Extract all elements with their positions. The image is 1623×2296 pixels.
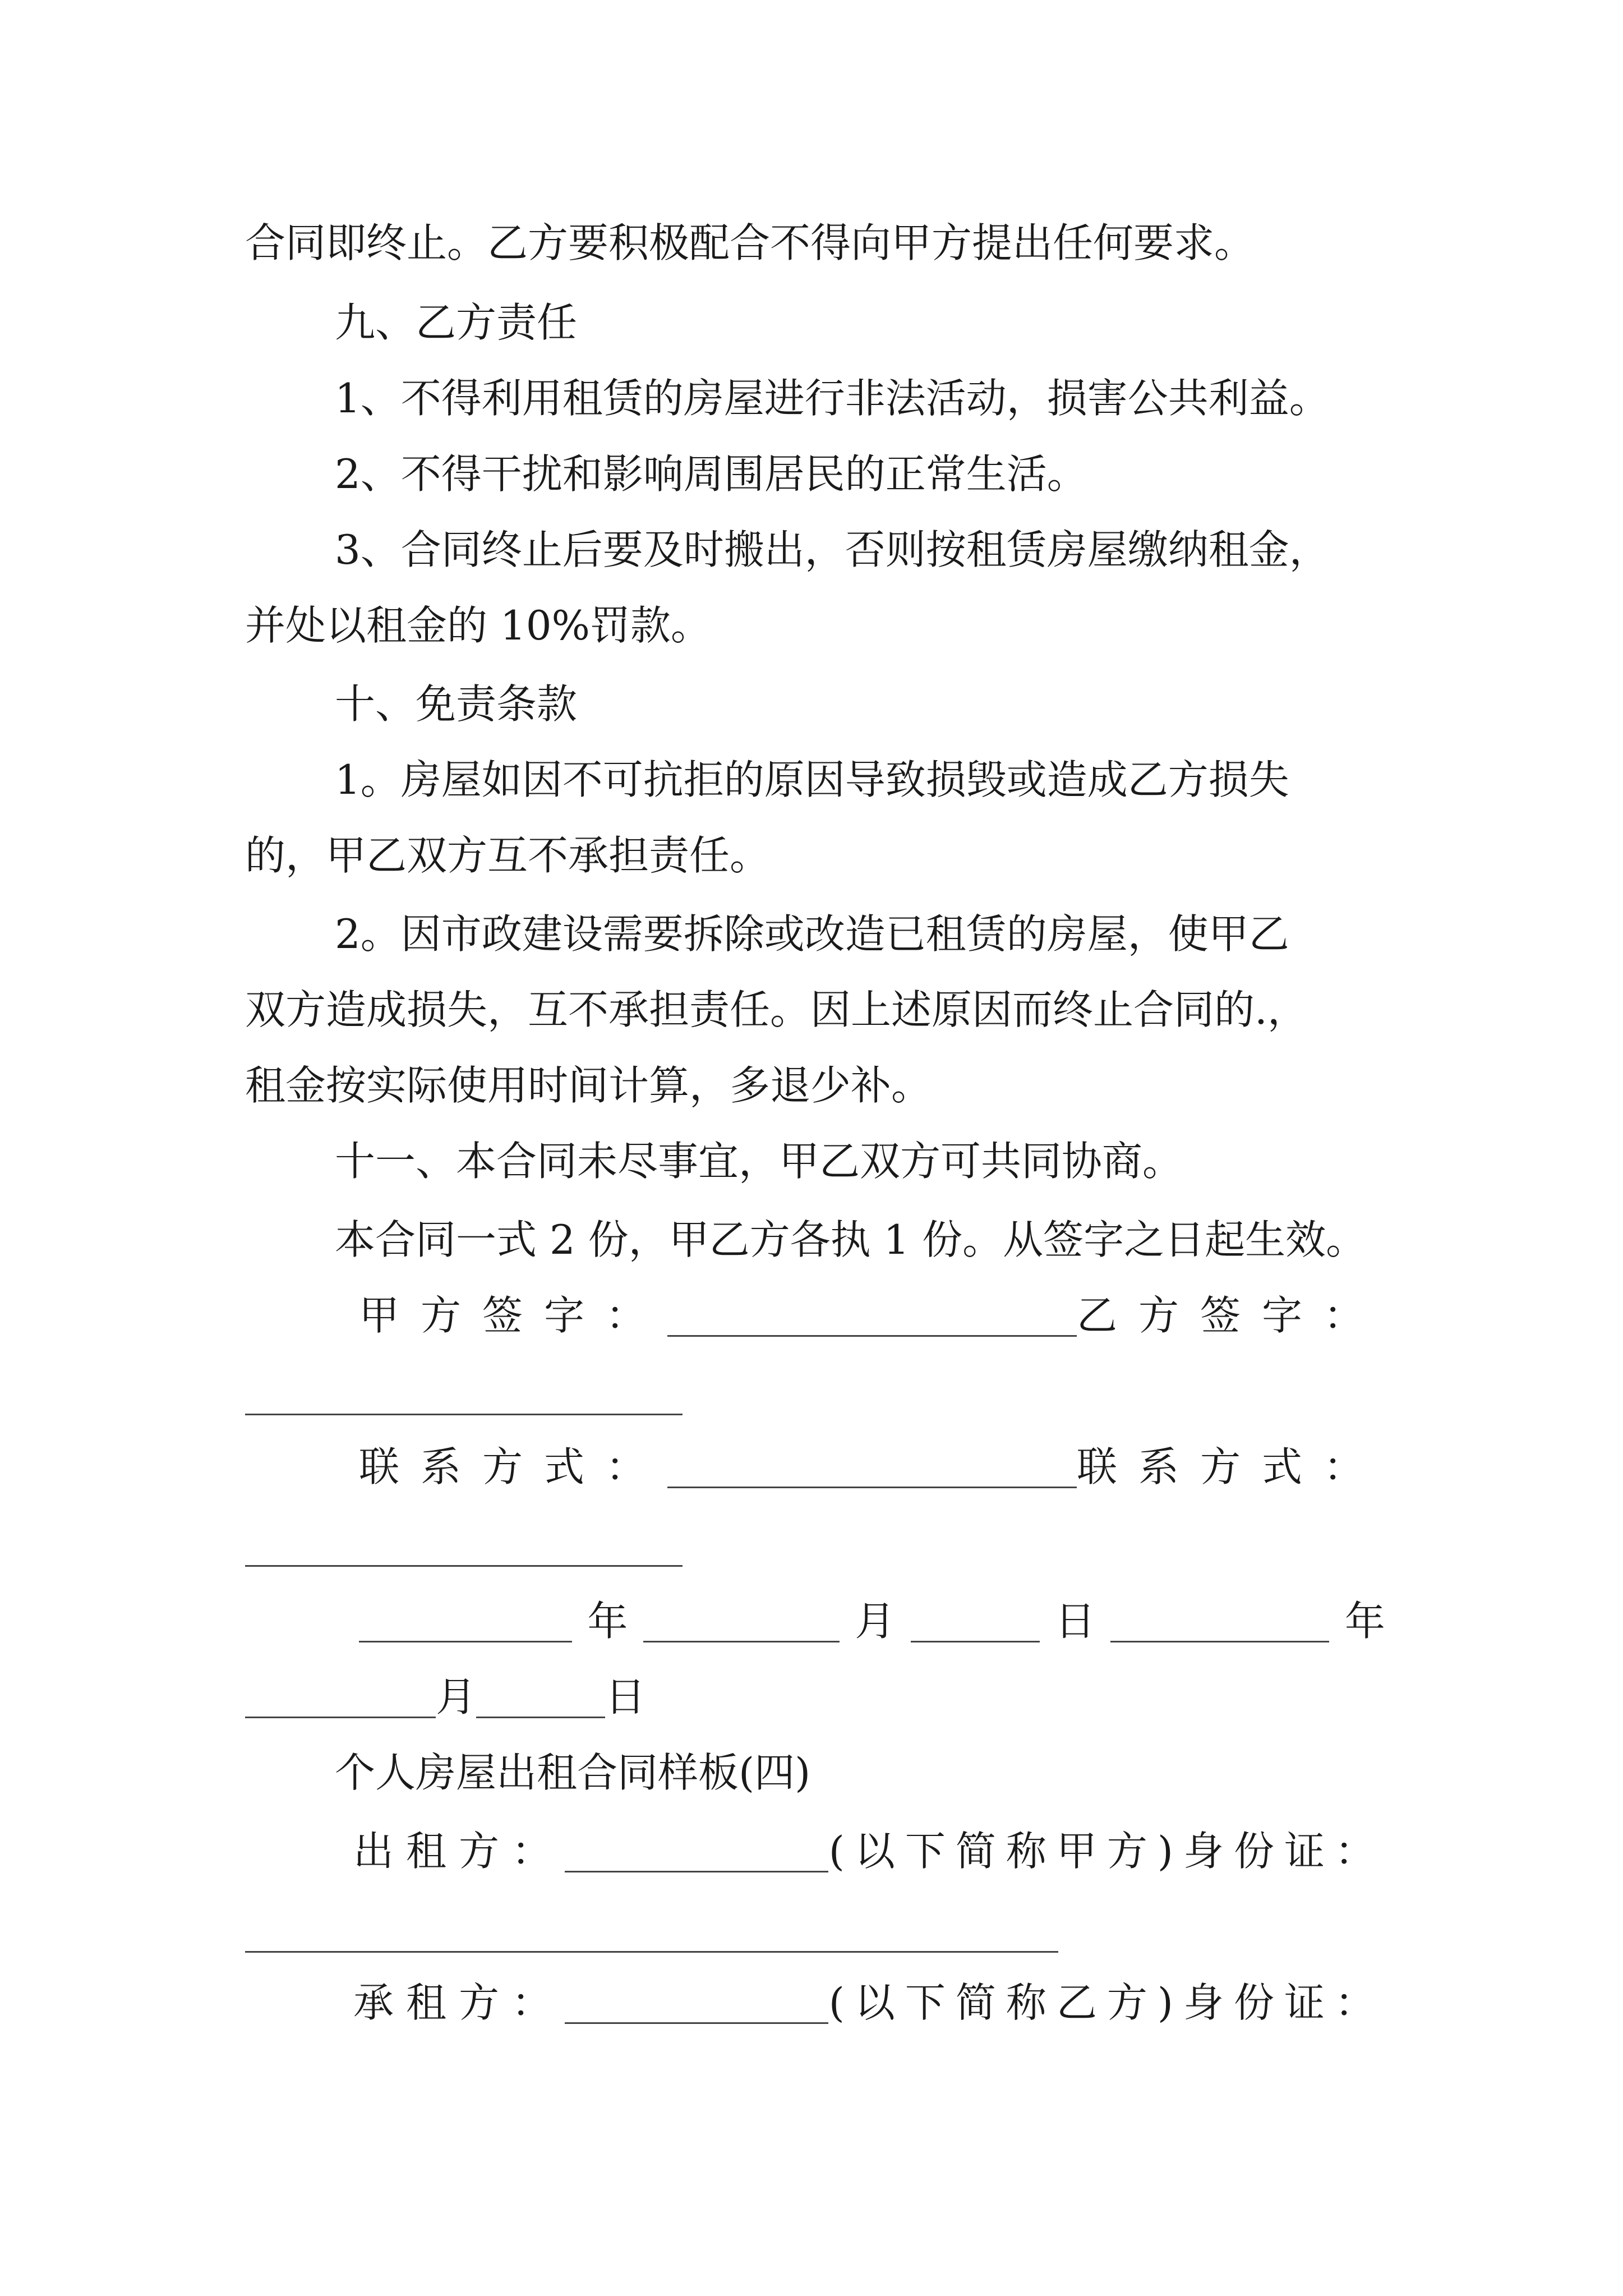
party-a-day-blank[interactable] bbox=[911, 1600, 1040, 1642]
date-row-continued bbox=[245, 1666, 645, 1728]
signature-row bbox=[359, 1285, 1385, 1346]
month-label-a: 月 bbox=[855, 1598, 896, 1645]
month-label-b: 月 bbox=[436, 1673, 477, 1720]
lessee-id-label: (以下简称乙方)身份证： bbox=[828, 1979, 1385, 2026]
party-b-day-blank[interactable] bbox=[476, 1676, 605, 1718]
heading-section-9: 九、乙方责任 bbox=[335, 299, 578, 346]
contact-row bbox=[359, 1436, 1385, 1498]
lessor-row bbox=[353, 1820, 1385, 1882]
year-label-b: 年 bbox=[1344, 1598, 1385, 1645]
clause-10-2-line2: 双方造成损失，互不承担责任。因上述原因而终止合同的.， bbox=[245, 986, 1308, 1033]
party-b-month-blank[interactable] bbox=[245, 1676, 436, 1718]
clause-10-2-line3: 租金按实际使用时间计算，多退少补。 bbox=[245, 1062, 932, 1109]
party-b-year-blank[interactable] bbox=[1110, 1600, 1329, 1642]
party-b-signature-label: 乙方签字： bbox=[1076, 1292, 1385, 1339]
lessee-label: 承租方： bbox=[353, 1979, 565, 2026]
heading-section-10: 十、免责条款 bbox=[335, 680, 578, 728]
clause-9-3-line2: 并处以租金的 10%罚款。 bbox=[245, 602, 711, 649]
lessor-name-blank[interactable] bbox=[565, 1830, 828, 1872]
clause-10-2-line1: 2。因市政建设需要拆除或改造已租赁的房屋，使甲乙 bbox=[335, 910, 1289, 958]
day-label-a: 日 bbox=[1055, 1598, 1096, 1645]
lessor-label: 出租方： bbox=[353, 1828, 565, 1875]
lessee-name-blank[interactable] bbox=[565, 1982, 828, 2024]
clause-9-3-line1: 3、合同终止后要及时搬出，否则按租赁房屋缴纳租金， bbox=[335, 526, 1330, 573]
clause-10-1-line1: 1。房屋如因不可抗拒的原因导致损毁或造成乙方损失 bbox=[335, 756, 1289, 803]
date-row bbox=[359, 1590, 1385, 1652]
paragraph-termination-end: 合同即终止。乙方要积极配合不得向甲方提出任何要求。 bbox=[245, 219, 1255, 266]
party-a-contact-label: 联系方式： bbox=[359, 1443, 668, 1490]
clause-9-1: 1、不得利用租赁的房屋进行非法活动，损害公共利益。 bbox=[335, 375, 1330, 422]
clause-10-1-line2: 的，甲乙双方互不承担责任。 bbox=[245, 832, 771, 879]
party-a-signature-label: 甲方签字： bbox=[359, 1292, 668, 1339]
copies-clause: 本合同一式 2 份，甲乙方各执 1 份。从签字之日起生效。 bbox=[335, 1216, 1367, 1263]
day-label-b: 日 bbox=[605, 1673, 646, 1720]
party-b-contact-label: 联系方式： bbox=[1076, 1443, 1385, 1490]
lessor-id-label: (以下简称甲方)身份证： bbox=[828, 1828, 1385, 1875]
party-a-contact-blank[interactable] bbox=[667, 1446, 1077, 1488]
lessee-row bbox=[353, 1972, 1385, 2033]
year-label-a: 年 bbox=[587, 1598, 628, 1645]
next-section-title: 个人房屋出租合同样板(四) bbox=[335, 1749, 811, 1796]
party-a-signature-blank[interactable] bbox=[667, 1295, 1077, 1337]
party-a-year-blank[interactable] bbox=[359, 1600, 572, 1642]
party-b-contact-blank[interactable] bbox=[245, 1565, 683, 1567]
lessor-id-blank[interactable] bbox=[245, 1951, 1058, 1953]
clause-9-2: 2、不得干扰和影响周围居民的正常生活。 bbox=[335, 450, 1087, 498]
party-a-month-blank[interactable] bbox=[643, 1600, 840, 1642]
party-b-signature-blank[interactable] bbox=[245, 1414, 683, 1415]
clause-11: 十一、本合同未尽事宜，甲乙双方可共同协商。 bbox=[335, 1138, 1183, 1185]
